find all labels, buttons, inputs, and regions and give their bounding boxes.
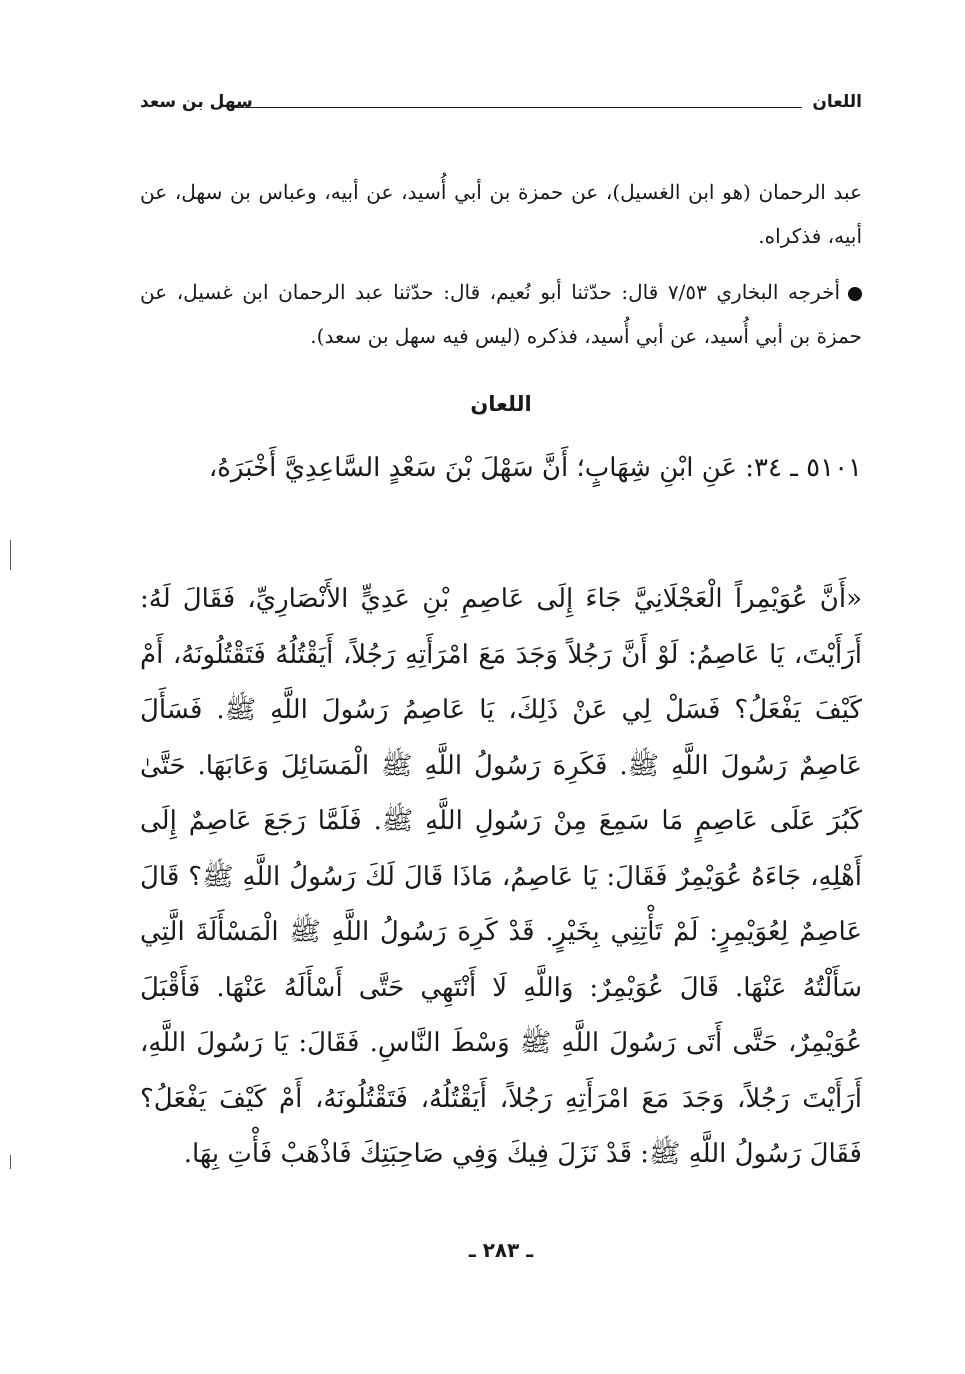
- section-heading: اللعان: [470, 392, 532, 416]
- running-head-narrator: سهل بن سعد: [140, 92, 253, 112]
- running-head-chapter: اللعان: [812, 92, 862, 112]
- note-paragraph-2: أخرجه البخاري ٧/٥٣ قال: حدّثنا أبو نُعيم، قال: حدّثنا عبد الرحمان ابن غسيل، عن حمزة بن أبي أُسيد، عن أبي أُسيد، فذكره (ليس فيه سهل بن سعد).: [140, 280, 862, 348]
- running-head: [140, 92, 862, 116]
- hadith-body: «أَنَّ عُوَيْمِراً الْعَجْلَانِيَّ جَاءَ إِلَى عَاصِمِ بْنِ عَدِيٍّ الأَنْصَارِيِّ، فَقَالَ لَهُ: أَرَأَيْتَ، يَا عَاصِمُ: لَوْ أَنَّ رَجُلاً وَجَدَ مَعَ امْرَأَتِهِ رَجُلاً، أَيَقْتُلُهُ فَتَقْتُلُونَهُ، أَمْ كَيْفَ يَفْعَلُ؟ فَسَلْ لِي عَنْ ذَلِكَ، يَا عَاصِمُ رَسُولَ اللَّهِ ﷺ. فَسَأَلَ عَاصِمٌ رَسُولَ اللَّهِ ﷺ. فَكَرِهَ رَسُولُ اللَّهِ ﷺ الْمَسَائِلَ وَعَابَهَا. حَتَّىٰ كَبُرَ عَلَى عَاصِمٍ مَا سَمِعَ مِنْ رَسُولِ اللَّهِ ﷺ. فَلَمَّا رَجَعَ عَاصِمٌ إِلَى أَهْلِهِ، جَاءَهُ عُوَيْمِرٌ فَقَالَ: يَا عَاصِمُ، مَاذَا قَالَ لَكَ رَسُولُ اللَّهِ ﷺ؟ قَالَ عَاصِمٌ لِعُوَيْمِرٍ: لَمْ تَأْتِنِي بِخَيْرٍ. قَدْ كَرِهَ رَسُولُ اللَّهِ ﷺ الْمَسْأَلَةَ الَّتِي سَأَلْتُهُ عَنْهَا. قَالَ عُوَيْمِرٌ: وَاللَّهِ لَا أَنْتَهِي حَتَّى أَسْأَلَهُ عَنْهَا. فَأَقْبَلَ عُوَيْمِرٌ، حَتَّى أَتَى رَسُولَ اللَّهِ ﷺ وَسْطَ النَّاسِ. فَقَالَ: يَا رَسُولَ اللَّهِ، أَرَأَيْتَ رَجُلاً، وَجَدَ مَعَ امْرَأَتِهِ رَجُلاً، أَيَقْتُلُهُ، فَتَقْتُلُونَهُ، أَمْ كَيْفَ يَفْعَلُ؟ فَقَالَ رَسُولُ اللَّهِ ﷺ: قَدْ نَزَلَ فِيكَ وَفِي صَاحِبَتِكَ فَاذْهَبْ فَأْتِ بِهَا.: [140, 584, 862, 1169]
- note-paragraph-1: عبد الرحمان (هو ابن الغسيل)، عن حمزة بن أبي أُسيد، عن أبيه، وعباس بن سهل، عن أبيه، فذكراه.: [140, 180, 862, 248]
- bullet-icon: [848, 287, 862, 301]
- margin-mark: [10, 540, 11, 570]
- page-number: ـ ٢٨٣ ـ: [468, 1238, 534, 1262]
- running-head-rule: [232, 107, 802, 108]
- margin-mark: [10, 1155, 11, 1169]
- hadith-intro: ٥١٠١ ـ ٣٤: عَنِ ابْنِ شِهَابٍ؛ أَنَّ سَهْلَ بْنَ سَعْدٍ السَّاعِدِيَّ أَخْبَرَهُ،: [208, 453, 862, 483]
- book-page: [140, 80, 862, 1340]
- footnote-block: [140, 170, 862, 370]
